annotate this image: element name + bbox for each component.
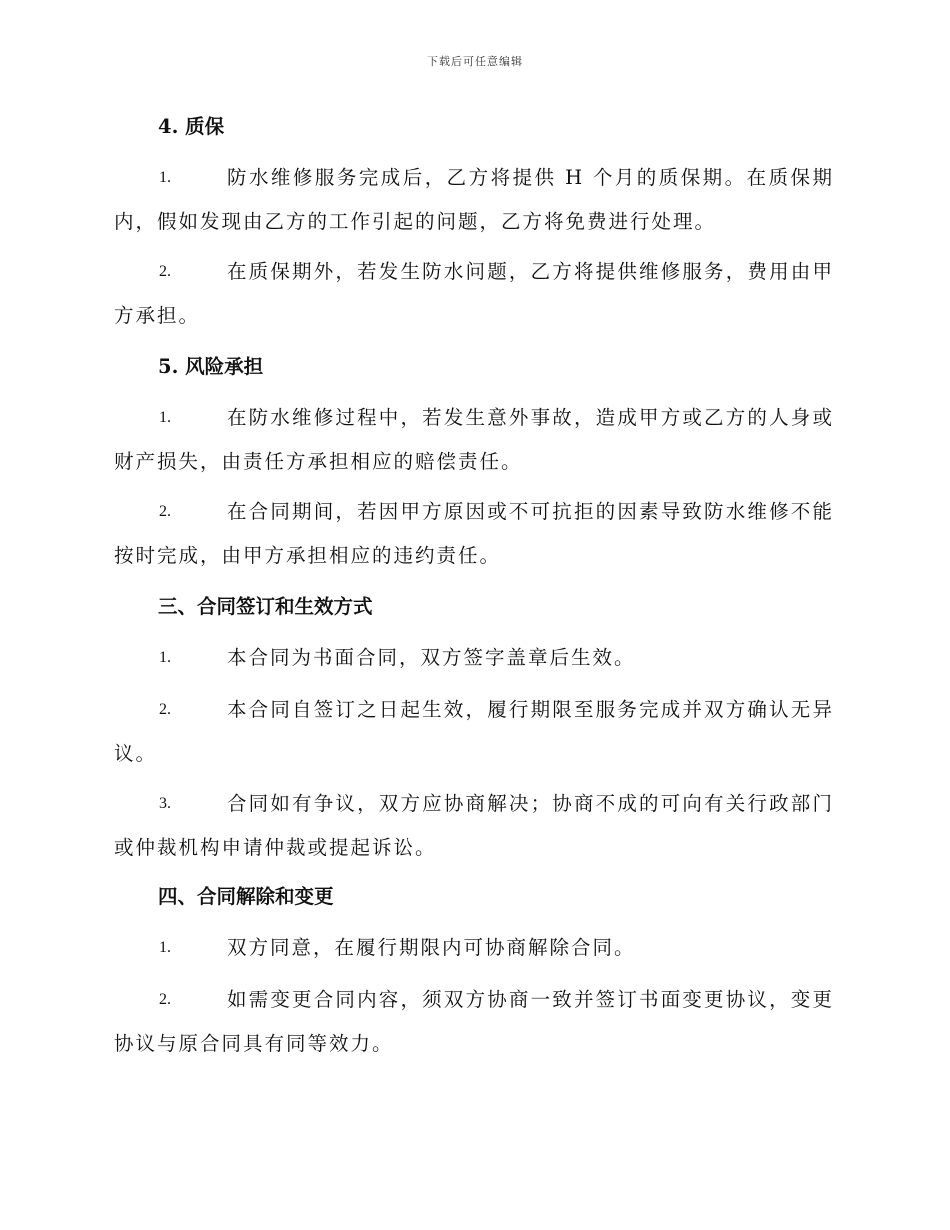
item-text-line-1: 在防水维修过程中，若发生意外事故，造成甲方或乙方的人身或	[227, 406, 834, 429]
list-item	[114, 978, 834, 1066]
section-heading-termination-change: 四、合同解除和变更	[158, 885, 334, 908]
item-text-line-2: 议。	[114, 742, 158, 765]
item-text-line-1: 合同如有争议，双方应协商解决；协商不成的可向有关行政部门	[227, 792, 834, 815]
list-item	[114, 490, 834, 578]
list-item	[114, 156, 834, 244]
item-number: 2.	[159, 991, 171, 1008]
section-heading-quality-warranty: 4. 质保	[158, 115, 225, 138]
item-number: 2.	[159, 263, 171, 280]
item-number: 1.	[159, 169, 171, 186]
item-number: 1.	[159, 409, 171, 426]
item-text-line-1: 本合同自签订之日起生效，履行期限至服务完成并双方确认无异	[227, 698, 834, 721]
list-item	[114, 250, 834, 338]
list-item	[114, 636, 834, 680]
item-text-line-2: 方承担。	[114, 304, 201, 327]
item-text-line-2: 按时完成，由甲方承担相应的违约责任。	[114, 544, 502, 567]
item-number: 2.	[159, 701, 171, 718]
section-heading-signing-effect: 三、合同签订和生效方式	[158, 595, 373, 618]
item-number: 1.	[159, 939, 171, 956]
item-text-line-1: 本合同为书面合同，双方签字盖章后生效。	[227, 646, 636, 669]
item-text-line-1: 防水维修服务完成后，乙方将提供 H 个月的质保期。在质保期	[227, 166, 834, 189]
item-number: 1.	[159, 649, 171, 666]
list-item	[114, 926, 834, 970]
item-text-line-2: 内，假如发现由乙方的工作引起的问题，乙方将免费进行处理。	[114, 210, 717, 233]
item-text-line-2: 财产损失，由责任方承担相应的赔偿责任。	[114, 450, 523, 473]
list-item	[114, 396, 834, 484]
item-text-line-2: 或仲裁机构申请仲裁或提起诉讼。	[114, 836, 437, 859]
item-text-line-1: 在质保期外，若发生防水问题，乙方将提供维修服务，费用由甲	[227, 260, 834, 283]
item-text-line-1: 在合同期间，若因甲方原因或不可抗拒的因素导致防水维修不能	[227, 500, 834, 523]
item-text-line-1: 双方同意，在履行期限内可协商解除合同。	[227, 936, 636, 959]
page-header: 下载后可任意编辑	[427, 55, 523, 68]
item-number: 3.	[159, 795, 171, 812]
section-heading-risk-bearing: 5. 风险承担	[158, 355, 264, 378]
item-text-line-1: 如需变更合同内容，须双方协商一致并签订书面变更协议，变更	[227, 988, 834, 1011]
list-item	[114, 782, 834, 870]
item-number: 2.	[159, 503, 171, 520]
list-item	[114, 688, 834, 776]
item-text-line-2: 协议与原合同具有同等效力。	[114, 1032, 394, 1055]
